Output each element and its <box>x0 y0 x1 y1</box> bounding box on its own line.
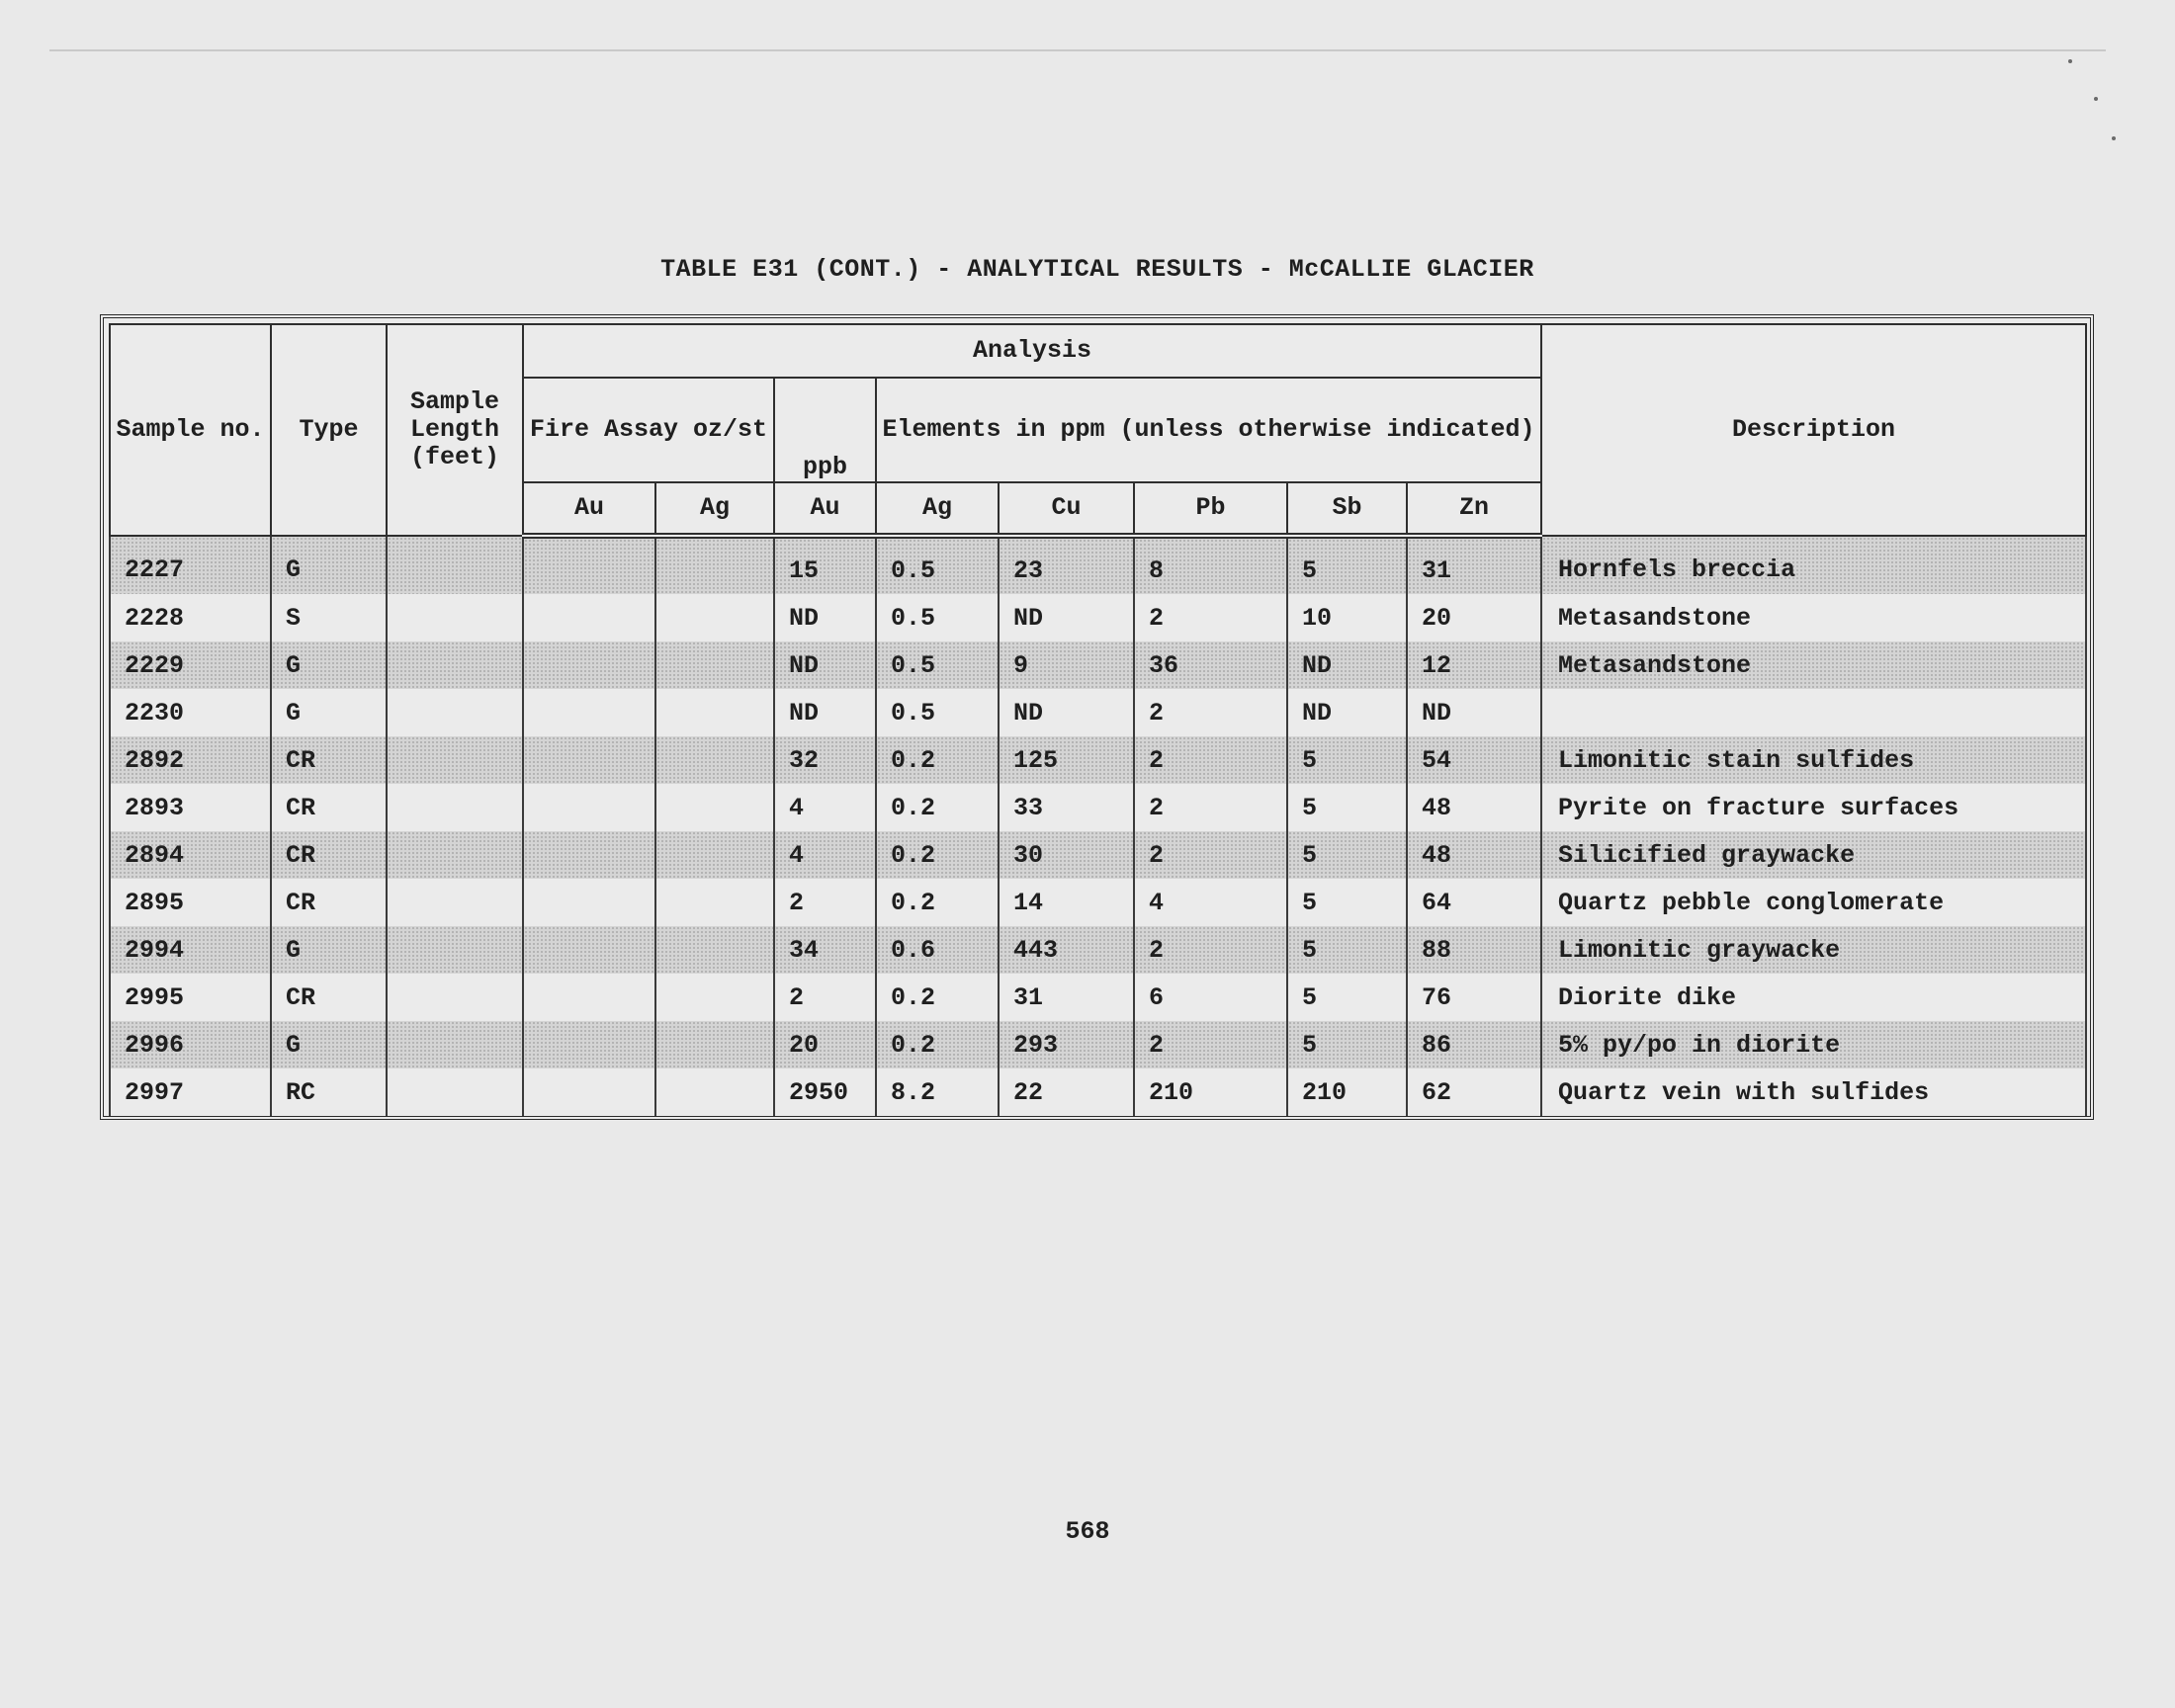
table-row <box>110 536 2086 594</box>
cell-type: CR <box>271 784 387 831</box>
cell-fa-au <box>523 641 655 689</box>
cell-sample-length <box>387 736 523 784</box>
cell-description: Diorite dike <box>1541 974 2086 1021</box>
cell-sb: 210 <box>1287 1068 1407 1116</box>
cell-sample-length <box>387 1068 523 1116</box>
table-row <box>110 689 2086 736</box>
table-row <box>110 784 2086 831</box>
cell-pb: 2 <box>1134 736 1287 784</box>
cell-zn: 48 <box>1407 784 1541 831</box>
scan-speck <box>2068 59 2072 63</box>
cell-fa-ag <box>655 689 774 736</box>
header-analysis: Analysis <box>523 324 1541 378</box>
table-row <box>110 974 2086 1021</box>
cell-cu: 125 <box>999 736 1134 784</box>
cell-sample-no: 2895 <box>110 879 271 926</box>
cell-sample-length <box>387 974 523 1021</box>
cell-cu: ND <box>999 594 1134 641</box>
cell-sample-no: 2230 <box>110 689 271 736</box>
cell-sb: 10 <box>1287 594 1407 641</box>
cell-pb: 36 <box>1134 641 1287 689</box>
cell-au-ppb: 34 <box>774 926 876 974</box>
cell-description: Metasandstone <box>1541 594 2086 641</box>
cell-zn: 62 <box>1407 1068 1541 1116</box>
cell-sb: 5 <box>1287 784 1407 831</box>
cell-description: Quartz vein with sulfides <box>1541 1068 2086 1116</box>
cell-pb: 2 <box>1134 784 1287 831</box>
results-table-frame <box>100 314 2094 1120</box>
cell-sb: 5 <box>1287 879 1407 926</box>
cell-ag: 0.6 <box>876 926 999 974</box>
cell-pb: 210 <box>1134 1068 1287 1116</box>
cell-ag: 0.2 <box>876 974 999 1021</box>
cell-au-ppb: 2950 <box>774 1068 876 1116</box>
cell-sample-no: 2995 <box>110 974 271 1021</box>
cell-zn: 48 <box>1407 831 1541 879</box>
cell-fa-au <box>523 784 655 831</box>
cell-type: CR <box>271 879 387 926</box>
cell-pb: 2 <box>1134 926 1287 974</box>
cell-type: G <box>271 926 387 974</box>
cell-au-ppb: ND <box>774 641 876 689</box>
cell-zn: 31 <box>1407 536 1541 594</box>
cell-fa-ag <box>655 736 774 784</box>
cell-description: Pyrite on fracture surfaces <box>1541 784 2086 831</box>
cell-fa-ag <box>655 1068 774 1116</box>
cell-cu: 33 <box>999 784 1134 831</box>
results-body <box>110 536 2086 1116</box>
cell-sample-no: 2996 <box>110 1021 271 1068</box>
cell-description <box>1541 689 2086 736</box>
cell-description: Silicified graywacke <box>1541 831 2086 879</box>
cell-fa-au <box>523 1021 655 1068</box>
header-fire-assay: Fire Assay oz/st <box>523 378 774 482</box>
cell-fa-ag <box>655 536 774 594</box>
cell-pb: 2 <box>1134 1021 1287 1068</box>
cell-type: S <box>271 594 387 641</box>
cell-fa-au <box>523 926 655 974</box>
table-row <box>110 1068 2086 1116</box>
cell-pb: 2 <box>1134 689 1287 736</box>
cell-sample-length <box>387 689 523 736</box>
cell-fa-au <box>523 879 655 926</box>
cell-au-ppb: 32 <box>774 736 876 784</box>
table-title: TABLE E31 (CONT.) - ANALYTICAL RESULTS - McCALLIE GLACIER <box>660 255 1534 284</box>
cell-cu: 443 <box>999 926 1134 974</box>
cell-sb: 5 <box>1287 736 1407 784</box>
header-zn: Zn <box>1407 482 1541 536</box>
cell-zn: 88 <box>1407 926 1541 974</box>
cell-au-ppb: 15 <box>774 536 876 594</box>
cell-sample-length <box>387 1021 523 1068</box>
cell-ag: 0.5 <box>876 641 999 689</box>
cell-sb: 5 <box>1287 974 1407 1021</box>
cell-cu: 9 <box>999 641 1134 689</box>
cell-sample-no: 2894 <box>110 831 271 879</box>
cell-sample-no: 2997 <box>110 1068 271 1116</box>
cell-ag: 0.2 <box>876 879 999 926</box>
cell-sample-length <box>387 594 523 641</box>
cell-cu: 30 <box>999 831 1134 879</box>
header-description: Description <box>1541 324 2086 536</box>
cell-sb: 5 <box>1287 926 1407 974</box>
scan-artifact-line <box>49 49 2106 51</box>
cell-zn: 54 <box>1407 736 1541 784</box>
cell-description: Hornfels breccia <box>1541 536 2086 594</box>
header-type: Type <box>271 324 387 536</box>
cell-fa-ag <box>655 784 774 831</box>
cell-zn: 76 <box>1407 974 1541 1021</box>
cell-sb: 5 <box>1287 536 1407 594</box>
cell-description: Quartz pebble conglomerate <box>1541 879 2086 926</box>
cell-type: CR <box>271 736 387 784</box>
header-fa-au: Au <box>523 482 655 536</box>
cell-type: G <box>271 1021 387 1068</box>
cell-fa-au <box>523 1068 655 1116</box>
table-row <box>110 1021 2086 1068</box>
cell-cu: 23 <box>999 536 1134 594</box>
cell-fa-ag <box>655 1021 774 1068</box>
scan-speck <box>2094 97 2098 101</box>
cell-ag: 8.2 <box>876 1068 999 1116</box>
cell-fa-au <box>523 831 655 879</box>
cell-au-ppb: ND <box>774 689 876 736</box>
cell-fa-au <box>523 974 655 1021</box>
cell-zn: 20 <box>1407 594 1541 641</box>
cell-pb: 4 <box>1134 879 1287 926</box>
cell-fa-au <box>523 594 655 641</box>
cell-au-ppb: 2 <box>774 879 876 926</box>
header-pb: Pb <box>1134 482 1287 536</box>
cell-au-ppb: ND <box>774 594 876 641</box>
cell-description: 5% py/po in diorite <box>1541 1021 2086 1068</box>
cell-type: CR <box>271 831 387 879</box>
cell-sample-no: 2893 <box>110 784 271 831</box>
cell-zn: 86 <box>1407 1021 1541 1068</box>
cell-sample-no: 2229 <box>110 641 271 689</box>
cell-ag: 0.2 <box>876 831 999 879</box>
cell-fa-au <box>523 536 655 594</box>
cell-pb: 2 <box>1134 831 1287 879</box>
table-row <box>110 831 2086 879</box>
cell-au-ppb: 4 <box>774 831 876 879</box>
cell-zn: 12 <box>1407 641 1541 689</box>
cell-zn: ND <box>1407 689 1541 736</box>
cell-fa-ag <box>655 831 774 879</box>
cell-fa-ag <box>655 594 774 641</box>
header-cu: Cu <box>999 482 1134 536</box>
cell-sample-length <box>387 784 523 831</box>
cell-ag: 0.2 <box>876 784 999 831</box>
cell-ag: 0.5 <box>876 536 999 594</box>
cell-fa-ag <box>655 926 774 974</box>
cell-sample-no: 2994 <box>110 926 271 974</box>
header-sb: Sb <box>1287 482 1407 536</box>
header-ppb-au: Au <box>774 482 876 536</box>
cell-type: G <box>271 536 387 594</box>
cell-zn: 64 <box>1407 879 1541 926</box>
cell-sb: 5 <box>1287 1021 1407 1068</box>
cell-sample-length <box>387 926 523 974</box>
cell-pb: 6 <box>1134 974 1287 1021</box>
cell-sample-length <box>387 536 523 594</box>
cell-sample-length <box>387 831 523 879</box>
header-sample-length: Sample Length (feet) <box>387 324 523 536</box>
cell-sample-length <box>387 879 523 926</box>
cell-pb: 2 <box>1134 594 1287 641</box>
cell-sb: 5 <box>1287 831 1407 879</box>
cell-type: G <box>271 641 387 689</box>
cell-ag: 0.5 <box>876 594 999 641</box>
cell-sample-no: 2228 <box>110 594 271 641</box>
header-sample-no: Sample no. <box>110 324 271 536</box>
page-number: 568 <box>1065 1517 1110 1546</box>
header-ppb: ppb <box>774 378 876 482</box>
cell-au-ppb: 2 <box>774 974 876 1021</box>
table-row <box>110 641 2086 689</box>
header-ag: Ag <box>876 482 999 536</box>
table-row <box>110 594 2086 641</box>
cell-cu: ND <box>999 689 1134 736</box>
table-row <box>110 926 2086 974</box>
cell-cu: 31 <box>999 974 1134 1021</box>
cell-fa-ag <box>655 641 774 689</box>
cell-sample-no: 2892 <box>110 736 271 784</box>
table-row <box>110 879 2086 926</box>
cell-sb: ND <box>1287 689 1407 736</box>
cell-description: Metasandstone <box>1541 641 2086 689</box>
cell-pb: 8 <box>1134 536 1287 594</box>
cell-ag: 0.5 <box>876 689 999 736</box>
cell-type: G <box>271 689 387 736</box>
cell-fa-au <box>523 689 655 736</box>
header-elements: Elements in ppm (unless otherwise indicated) <box>876 378 1541 482</box>
cell-sample-length <box>387 641 523 689</box>
cell-ag: 0.2 <box>876 736 999 784</box>
cell-fa-ag <box>655 879 774 926</box>
cell-description: Limonitic stain sulfides <box>1541 736 2086 784</box>
cell-au-ppb: 20 <box>774 1021 876 1068</box>
cell-au-ppb: 4 <box>774 784 876 831</box>
cell-cu: 14 <box>999 879 1134 926</box>
cell-cu: 22 <box>999 1068 1134 1116</box>
cell-description: Limonitic graywacke <box>1541 926 2086 974</box>
header-fa-ag: Ag <box>655 482 774 536</box>
cell-sb: ND <box>1287 641 1407 689</box>
cell-type: RC <box>271 1068 387 1116</box>
cell-type: CR <box>271 974 387 1021</box>
cell-fa-au <box>523 736 655 784</box>
cell-fa-ag <box>655 974 774 1021</box>
cell-ag: 0.2 <box>876 1021 999 1068</box>
cell-cu: 293 <box>999 1021 1134 1068</box>
scan-speck <box>2112 136 2116 140</box>
analytical-results-table <box>109 323 2087 1116</box>
table-row <box>110 736 2086 784</box>
cell-sample-no: 2227 <box>110 536 271 594</box>
